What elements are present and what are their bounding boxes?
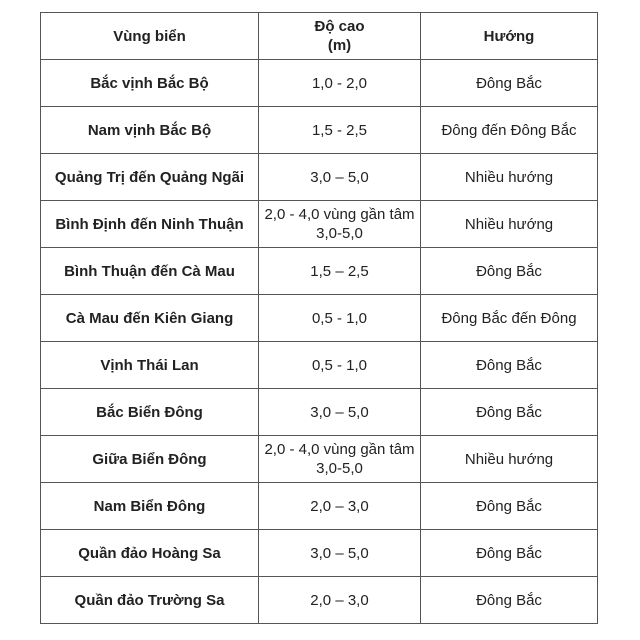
- table-row: [41, 577, 598, 624]
- table-header-row: [41, 13, 598, 60]
- cell-direction: Nhiều hướng: [421, 201, 598, 248]
- cell-height: 3,0 – 5,0: [259, 154, 421, 201]
- table-row: [41, 389, 598, 436]
- cell-height: 2,0 – 3,0: [259, 577, 421, 624]
- cell-region: Cà Mau đến Kiên Giang: [41, 295, 259, 342]
- cell-region: Quảng Trị đến Quảng Ngãi: [41, 154, 259, 201]
- cell-direction: Đông Bắc: [421, 577, 598, 624]
- cell-direction: Đông Bắc: [421, 389, 598, 436]
- cell-region: Bình Thuận đến Cà Mau: [41, 248, 259, 295]
- table-row: [41, 107, 598, 154]
- table-row: [41, 201, 598, 248]
- table-row: [41, 530, 598, 577]
- cell-region: Quần đảo Hoàng Sa: [41, 530, 259, 577]
- header-direction: Hướng: [421, 13, 598, 60]
- cell-direction: Đông Bắc đến Đông: [421, 295, 598, 342]
- cell-direction: Đông đến Đông Bắc: [421, 107, 598, 154]
- cell-height: 1,5 - 2,5: [259, 107, 421, 154]
- cell-direction: Đông Bắc: [421, 248, 598, 295]
- cell-height: 3,0 – 5,0: [259, 389, 421, 436]
- cell-direction: Đông Bắc: [421, 483, 598, 530]
- table-row: [41, 342, 598, 389]
- wave-height-table: [40, 12, 598, 624]
- table-row: [41, 248, 598, 295]
- cell-direction: Nhiều hướng: [421, 154, 598, 201]
- cell-region: Bắc vịnh Bắc Bộ: [41, 60, 259, 107]
- cell-region: Nam vịnh Bắc Bộ: [41, 107, 259, 154]
- cell-height: 3,0 – 5,0: [259, 530, 421, 577]
- cell-height: 2,0 – 3,0: [259, 483, 421, 530]
- cell-region: Nam Biển Đông: [41, 483, 259, 530]
- cell-height: 2,0 - 4,0 vùng gần tâm 3,0-5,0: [259, 201, 421, 248]
- table-row: [41, 154, 598, 201]
- cell-region: Quần đảo Trường Sa: [41, 577, 259, 624]
- table-row: [41, 483, 598, 530]
- cell-height: 0,5 - 1,0: [259, 295, 421, 342]
- cell-region: Giữa Biển Đông: [41, 436, 259, 483]
- table-row: [41, 60, 598, 107]
- table-row: [41, 436, 598, 483]
- cell-region: Vịnh Thái Lan: [41, 342, 259, 389]
- cell-region: Bắc Biển Đông: [41, 389, 259, 436]
- header-region: Vùng biển: [41, 13, 259, 60]
- header-height: Độ cao (m): [259, 13, 421, 60]
- cell-direction: Đông Bắc: [421, 530, 598, 577]
- cell-direction: Nhiều hướng: [421, 436, 598, 483]
- cell-direction: Đông Bắc: [421, 60, 598, 107]
- cell-height: 1,0 - 2,0: [259, 60, 421, 107]
- cell-height: 0,5 - 1,0: [259, 342, 421, 389]
- cell-height: 2,0 - 4,0 vùng gần tâm 3,0-5,0: [259, 436, 421, 483]
- cell-height: 1,5 – 2,5: [259, 248, 421, 295]
- cell-region: Bình Định đến Ninh Thuận: [41, 201, 259, 248]
- cell-direction: Đông Bắc: [421, 342, 598, 389]
- table-row: [41, 295, 598, 342]
